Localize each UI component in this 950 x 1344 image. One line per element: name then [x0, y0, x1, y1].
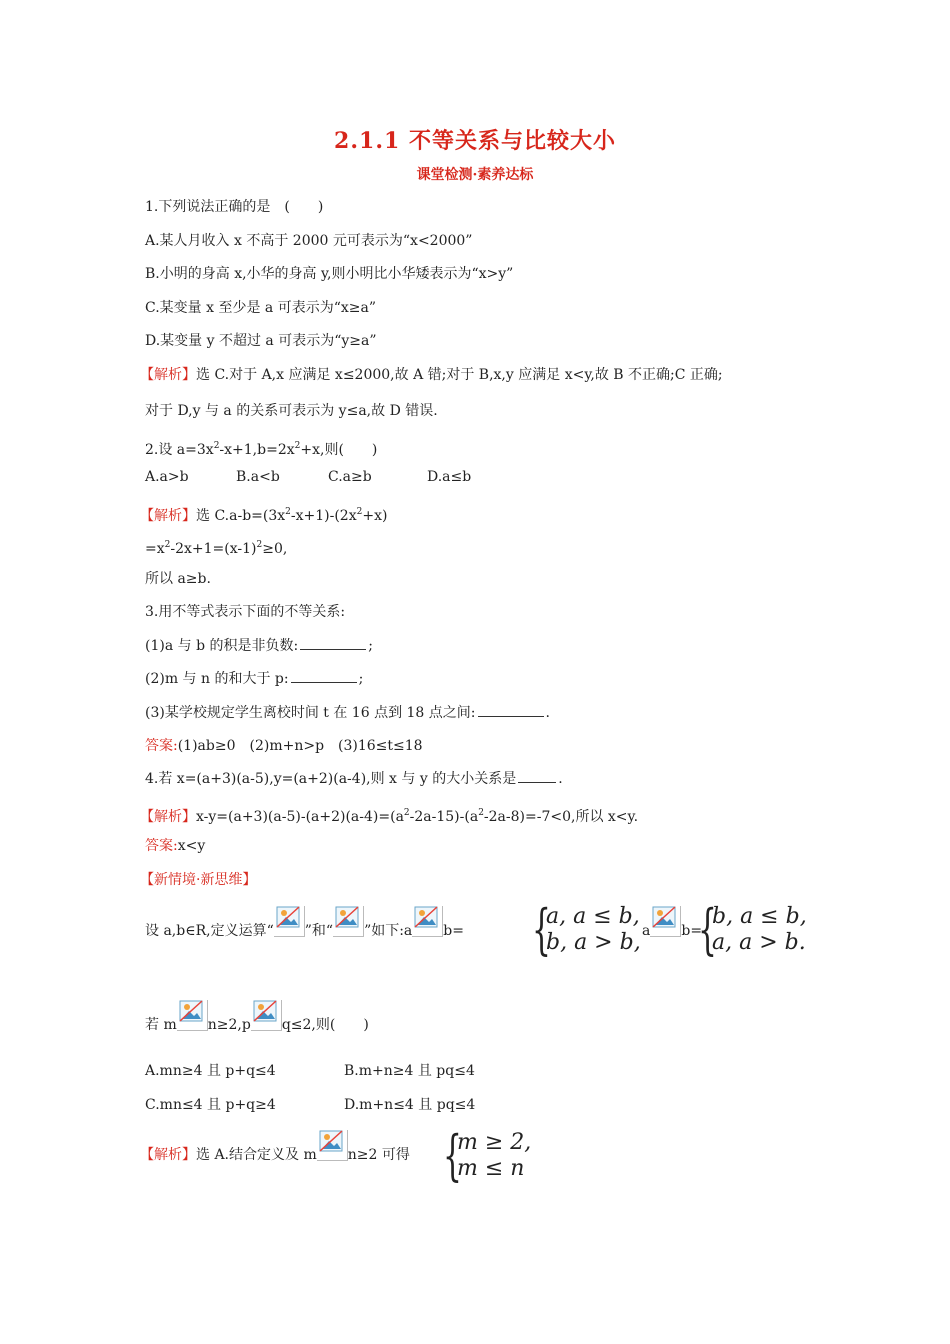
q5-option-d: D.m+n≤4 且 pq≤4	[344, 1097, 476, 1113]
q5-tag: 【新情境·新思维】	[140, 872, 257, 888]
q5-option-c: C.mn≤4 且 p+q≥4	[145, 1097, 276, 1113]
q5-def-part: b=	[443, 923, 464, 939]
q5-def-part: a	[642, 923, 651, 939]
case-row: b, a ≤ b,	[712, 904, 807, 929]
q4-answer-text: x<y	[177, 838, 206, 854]
q2-stem	[145, 436, 377, 460]
q3-part3-text: (3)某学校规定学生离校时间 t 在 16 点到 18 点之间:	[145, 705, 476, 721]
answer-tag: 答案:	[145, 738, 178, 754]
q1-analysis-text: 选 C.对于 A,x 应满足 x≤2000,故 A 错;对于 B,x,y 应满足 x<y,故 B 不正确;C 正确;	[196, 367, 723, 383]
q5-definition	[145, 906, 464, 940]
semicolon: ;	[368, 638, 373, 654]
broken-image-icon	[333, 906, 364, 937]
q4-analysis-part: -2a-15)-(a	[409, 809, 479, 825]
q5-definition-2	[642, 906, 702, 940]
q3-part3	[145, 703, 550, 723]
left-brace: {	[443, 1124, 462, 1187]
case-row: b, a > b,	[546, 930, 641, 955]
q3-part2-text: (2)m 与 n 的和大于 p:	[145, 671, 289, 687]
q3-stem: 3.用不等式表示下面的不等关系:	[145, 604, 346, 620]
q3-part2	[145, 669, 363, 689]
q2-analysis-line2	[145, 535, 287, 559]
answer-blank[interactable]	[300, 637, 366, 650]
q2-superscript: 2	[356, 507, 363, 517]
q3-answer-text: (1)ab≥0 (2)m+n>p (3)16≤t≤18	[177, 738, 423, 754]
q4-analysis-part: x-y=(a+3)(a-5)-(a+2)(a-4)=(a	[196, 809, 404, 825]
q2-superscript: 2	[164, 540, 171, 550]
broken-image-icon	[177, 1000, 208, 1031]
q4-answer	[145, 836, 205, 856]
document-subtitle: 课堂检测·素养达标	[416, 167, 534, 183]
q5-cond-part: q≤2,则( )	[281, 1017, 369, 1033]
q5-analysis-part: n≥2 可得	[347, 1147, 410, 1163]
case-row: m ≥ 2,	[457, 1130, 532, 1155]
case-brace-max	[698, 898, 813, 961]
left-brace: {	[698, 898, 717, 961]
q4-superscript: 2	[478, 808, 484, 818]
q5-option-a: A.mn≥4 且 p+q≤4	[145, 1063, 276, 1079]
q5-def-part: b=	[681, 923, 703, 939]
case-row: m ≤ n	[457, 1156, 525, 1181]
q3-part1	[145, 636, 373, 656]
q4-stem	[145, 769, 563, 789]
q1-option-c: C.某变量 x 至少是 a 可表示为“x≥a”	[145, 300, 376, 316]
broken-image-icon	[251, 1000, 282, 1031]
q2-analysis-line3: 所以 a≥b.	[145, 571, 211, 587]
q1-analysis-cont: 对于 D,y 与 a 的关系可表示为 y≤a,故 D 错误.	[145, 403, 438, 419]
q2-option-c: C.a≥b	[328, 469, 372, 485]
q2-analysis-part: 选 C.a-b=(3x	[196, 508, 286, 524]
period: .	[545, 705, 550, 721]
q2-superscript: 2	[256, 540, 263, 550]
q5-analysis	[140, 1130, 410, 1164]
q3-part1-text: (1)a 与 b 的积是非负数:	[145, 638, 299, 654]
q2-option-d: D.a≤b	[427, 469, 472, 485]
broken-image-icon	[650, 906, 681, 937]
left-brace: {	[532, 898, 551, 961]
answer-blank[interactable]	[478, 704, 544, 717]
case-row: a, a > b.	[712, 930, 806, 955]
q2-analysis-part: =x	[145, 541, 165, 557]
q1-option-d: D.某变量 y 不超过 a 可表示为“y≥a”	[145, 333, 377, 349]
q4-superscript: 2	[403, 808, 410, 818]
q3-answer	[145, 736, 423, 756]
broken-image-icon	[274, 906, 305, 937]
analysis-tag: 【解析】	[140, 508, 196, 524]
semicolon: ;	[358, 671, 364, 687]
q4-analysis	[140, 803, 638, 827]
q2-option-b: B.a<b	[236, 469, 280, 485]
analysis-tag: 【解析】	[140, 367, 196, 383]
q2-superscript: 2	[285, 507, 291, 517]
q5-analysis-part: 选 A.结合定义及 m	[196, 1147, 317, 1163]
q2-analysis-part: -x+1)-(2x	[290, 508, 357, 524]
q2-stem-part: +x,则( )	[300, 442, 378, 458]
answer-blank[interactable]	[291, 670, 357, 683]
q2-analysis-part: -2x+1=(x-1)	[170, 541, 257, 557]
analysis-tag: 【解析】	[140, 809, 196, 825]
q5-cond-part: n≥2,p	[207, 1017, 251, 1033]
case-brace-result	[443, 1124, 543, 1187]
q4-stem-text: 4.若 x=(a+3)(a-5),y=(a+2)(a-4),则 x 与 y 的大小关系是	[145, 771, 517, 787]
q5-condition	[145, 1000, 369, 1034]
answer-tag: 答案:	[145, 838, 178, 854]
case-brace-min	[532, 898, 642, 961]
q4-analysis-part: -2a-8)=-7<0,所以 x<y.	[483, 809, 639, 825]
document-title: 2.1.1 不等关系与比较大小	[334, 128, 616, 154]
q5-def-part: 设 a,b∈R,定义运算“	[145, 923, 274, 939]
broken-image-icon	[317, 1130, 348, 1161]
q2-analysis	[140, 502, 387, 526]
answer-blank[interactable]	[518, 770, 556, 783]
case-row: a, a ≤ b,	[546, 904, 640, 929]
q2-superscript: 2	[213, 441, 220, 451]
q5-def-part: ”如下:a	[364, 923, 413, 939]
q2-stem-part: -x+1,b=2x	[219, 442, 295, 458]
q5-def-part: ”和“	[304, 923, 334, 939]
analysis-tag: 【解析】	[140, 1147, 196, 1163]
q1-stem: 1.下列说法正确的是 ( )	[145, 199, 324, 215]
q1-option-a: A.某人月收入 x 不高于 2000 元可表示为“x<2000”	[145, 233, 473, 249]
q5-option-b: B.m+n≥4 且 pq≤4	[344, 1063, 475, 1079]
q1-option-b: B.小明的身高 x,小华的身高 y,则小明比小华矮表示为“x>y”	[145, 266, 514, 282]
q2-analysis-part: +x)	[362, 508, 388, 524]
q5-cond-part: 若 m	[145, 1017, 177, 1033]
broken-image-icon	[412, 906, 443, 937]
q2-superscript: 2	[294, 441, 301, 451]
q1-analysis	[140, 365, 723, 385]
period: .	[558, 771, 563, 787]
q2-stem-part: 2.设 a=3x	[145, 442, 214, 458]
q2-analysis-part: ≥0,	[262, 541, 288, 557]
q2-option-a: A.a>b	[145, 469, 189, 485]
